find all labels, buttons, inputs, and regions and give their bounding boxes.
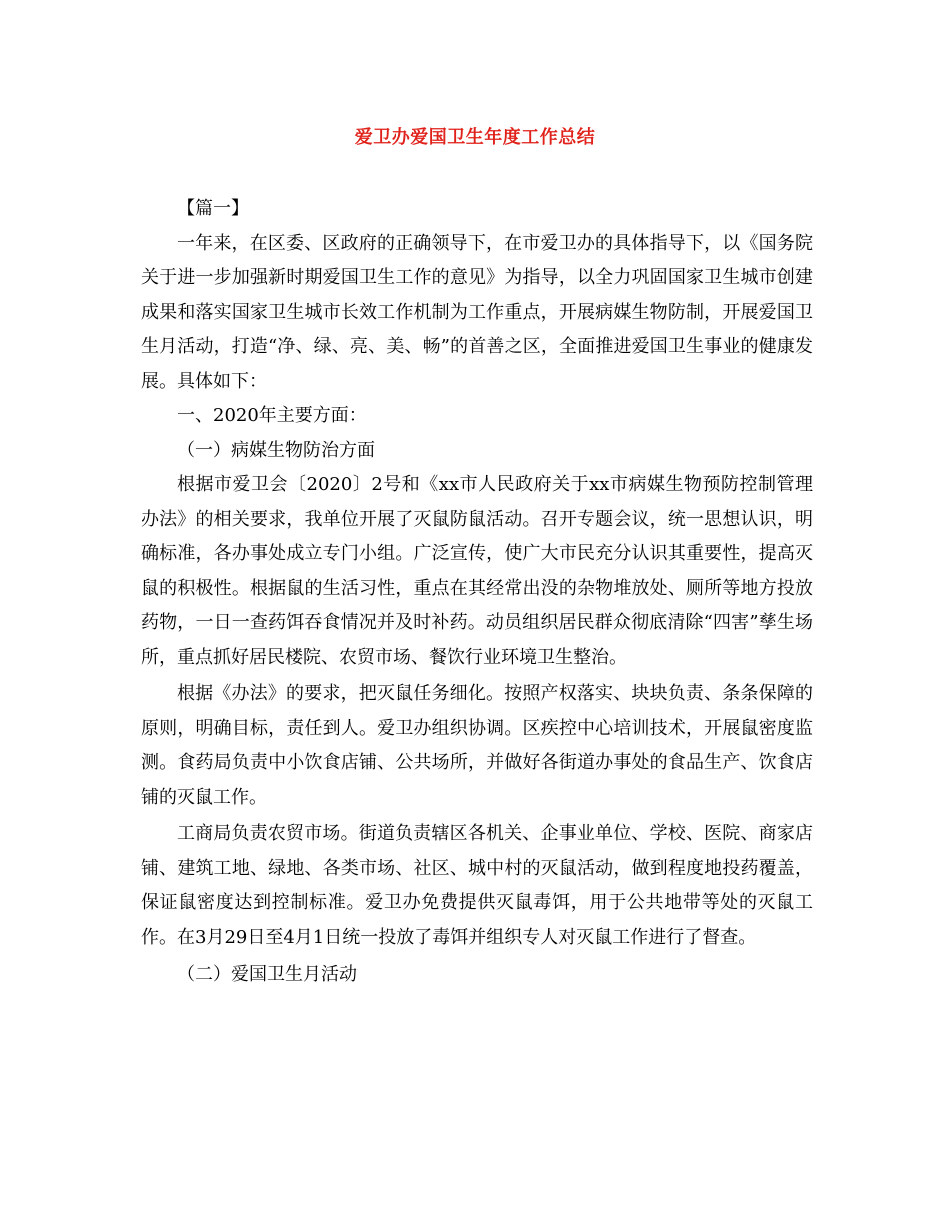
subsection-heading-vector-control: （一）病媒生物防治方面 [177,439,375,461]
section-heading-part-one: 【篇一】 [177,198,249,219]
body-paragraph-industry-commerce: 工商局负责农贸市场。街道负责辖区各机关、企事业单位、学校、医院、商家店铺、建筑工地、绿地、各类市场、社区、城中村的灭鼠活动，做到程度地投药覆盖，保证鼠密度达到控制标准。爱卫办免费提供灭鼠毒饵，用于公共地带等处的灭鼠工作。在3月29日至4月1日统一投放了毒饵并组织专人对灭鼠工作进行了督查。 [141,823,813,948]
document-title: 爱卫办爱国卫生年度工作总结 [354,127,596,148]
section-heading-main-aspects: 一、2020年主要方面： [177,405,367,426]
document-body [141,192,813,993]
body-paragraph-rodent-control: 根据市爱卫会〔2020〕2号和《xx市人民政府关于xx市病媒生物预防控制管理办法》的相关要求，我单位开展了灭鼠防鼠活动。召开专题会议，统一思想认识，明确标准，各办事处成立专门小组。广泛宣传，使广大市民充分认识其重要性，提高灭鼠的积极性。根据鼠的生活习性，重点在其经常出没的杂物堆放处、厕所等地方投放药物，一日一查药饵吞食情况并及时补药。动员组织居民群众彻底清除“四害”孳生场所，重点抓好居民楼院、农贸市场、餐饮行业环境卫生整治。 [141,474,813,668]
body-paragraph-task-breakdown: 根据《办法》的要求，把灭鼠任务细化。按照产权落实、块块负责、条条保障的原则，明确目标，责任到人。爱卫办组织协调。区疾控中心培训技术，开展鼠密度监测。食药局负责中小饮食店铺、公共场所，并做好各街道办事处的食品生产、饮食店铺的灭鼠工作。 [141,683,813,808]
intro-paragraph: 一年来，在区委、区政府的正确领导下，在市爱卫办的具体指导下，以《国务院关于进一步加强新时期爱国卫生工作的意见》为指导，以全力巩固国家卫生城市创建成果和落实国家卫生城市长效工作机制为工作重点，开展病媒生物防制，开展爱国卫生月活动，打造“净、绿、亮、美、畅”的首善之区，全面推进爱国卫生事业的健康发展。具体如下： [141,232,813,392]
subsection-heading-health-month: （二）爱国卫生月活动 [177,964,357,985]
